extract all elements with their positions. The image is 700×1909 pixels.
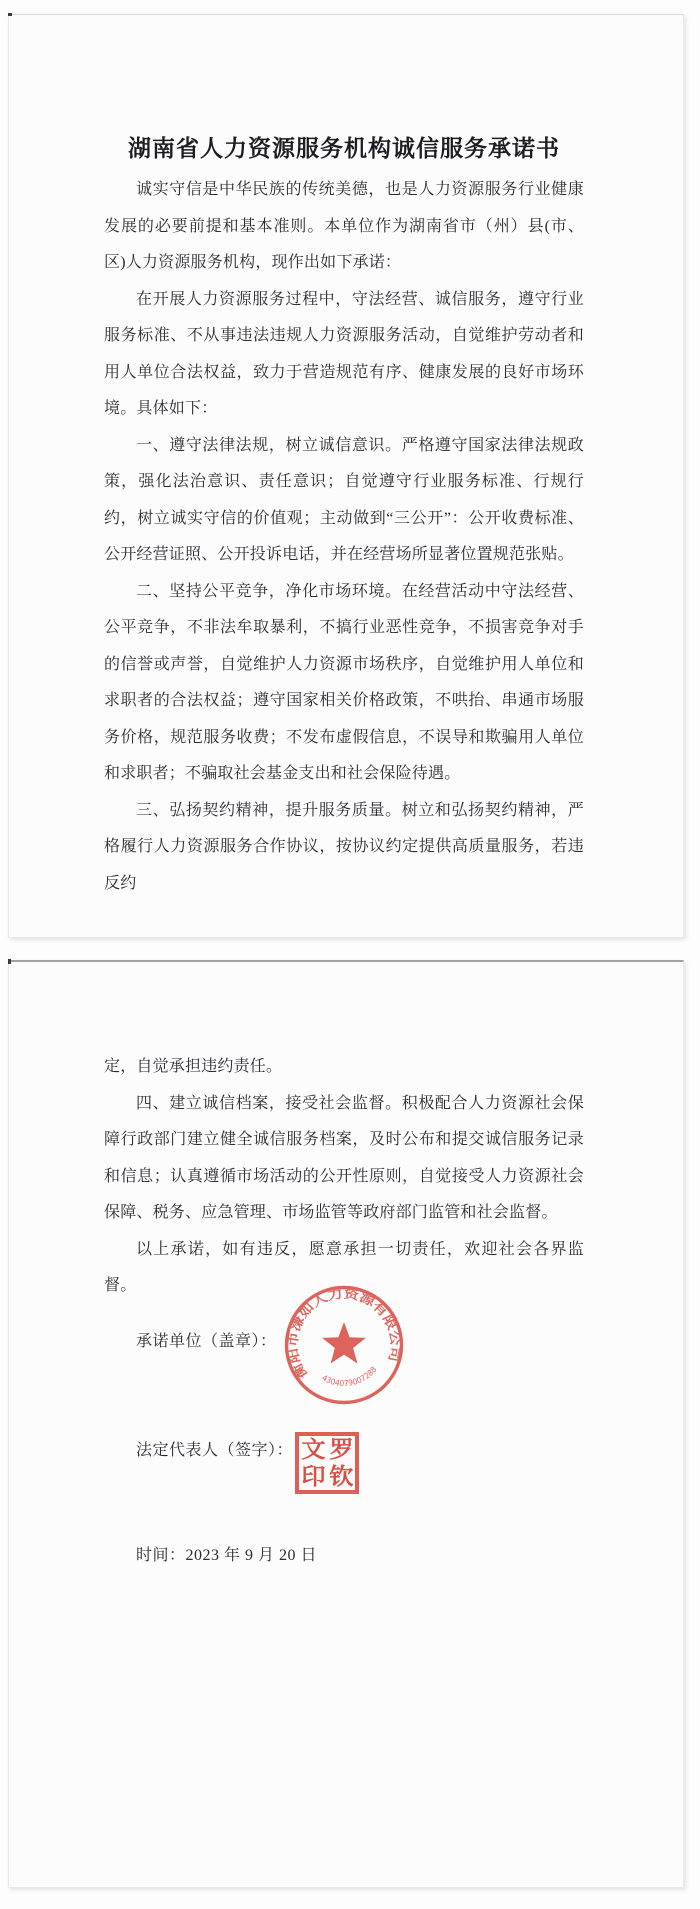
paragraph: 诚实守信是中华民族的传统美德，也是人力资源服务行业健康发展的必要前提和基本准则。本单位作为湖南省市（州）县(市、区)人力资源服务机构，现作出如下承诺： [104,181,584,271]
seal-number: 4304079007288 [320,1364,379,1389]
paragraph: 三、弘扬契约精神，提升服务质量。树立和弘扬契约精神，严格履行人力资源服务合作协议，按协议约定提供高质量服务，若违反约 [104,801,584,892]
representative-label: 法定代表人（签字）： [136,1442,294,1459]
company-seal [281,1282,407,1408]
scan-artifact [8,13,12,16]
paragraph: 在开展人力资源服务过程中，守法经营、诚信服务，遵守行业服务标准、不从事违法违规人力资源服务活动，自觉维护劳动者和用人单位合法权益，致力于营造规范有序、健康发展的良好市场环境。具体如下： [104,290,584,417]
paragraph: 一、遵守法律法规，树立诚信意识。严格遵守国家法律法规政策，强化法治意识、责任意识；自觉遵守行业服务标准、行规行约，树立诚实守信的价值观；主动做到“三公开”：公开收费标准、公开经营证照、公开投诉电话，并在经营场所显著位置规范张贴。 [104,436,584,563]
page1-content [104,132,584,902]
scan-artifact [8,959,11,964]
name-stamp [295,1432,359,1494]
name-stamp-char: 文 [300,1436,326,1462]
name-stamp-char: 钦 [328,1463,354,1489]
page-title: 湖南省人力资源服务机构诚信服务承诺书 [128,135,560,161]
paragraph: 四、建立诚信档案，接受社会监督。积极配合人力资源社会保障行政部门建立健全诚信服务档案，及时公布和提交诚信服务记录和信息；认真遵循市场活动的公开性原则，自觉接受人力资源社会保障、税务、应急管理、市场监管等政府部门监管和社会监督。 [104,1094,584,1221]
unit-seal-label: 承诺单位（盖章）： [136,1333,277,1350]
page2-content [104,1049,584,1305]
svg-text:4304079007288 [319,1364,380,1393]
paragraph: 二、坚持公平竞争，净化市场环境。在经营活动中守法经营、公平竞争，不非法牟取暴利，不搞行业恶性竞争，不损害竞争对手的信誉或声誉，自觉维护人力资源市场秩序，自觉维护用人单位和求职者的合法权益；遵守国家相关价格政策，不哄抬、串通市场服务价格，规范服务收费；不发布虚假信息，不误导和欺骗用人单位和求职者；不骗取社会基金支出和社会保险待遇。 [104,582,584,782]
star-icon [322,1322,366,1364]
name-stamp-char: 罗 [328,1436,354,1462]
name-stamp-char: 印 [300,1463,326,1489]
paragraph: 定，自觉承担违约责任。 [104,1058,283,1075]
paragraph: 以上承诺，如有违反，愿意承担一切责任，欢迎社会各界监督。 [104,1240,584,1294]
document-page-1 [8,14,684,938]
seal-company-name: 衡阳市溓如人力资源有限公司 [284,1285,404,1382]
date-label: 时间：2023 年 9 月 20 日 [136,1547,318,1564]
document-page-2 [8,960,684,1888]
